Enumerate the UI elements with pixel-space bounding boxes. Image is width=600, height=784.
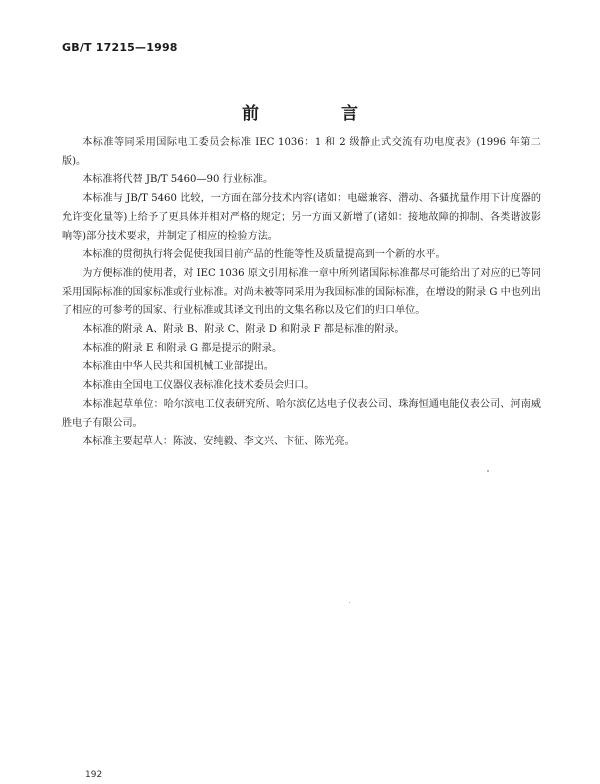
paragraph-adoption: 本标准等同采用国际电工委员会标准 IEC 1036：1 和 2 级静止式交流有功电度表》(1996 年第二版)。 <box>62 137 541 167</box>
scan-speck <box>487 470 489 472</box>
paragraph-implementation: 本标准的贯彻执行将会促使我国目前产品的性能等性及质量提高到一个新的水平。 <box>82 249 446 261</box>
paragraph-comparison: 本标准与 JB/T 5460 比较，一方面在部分技术内容(诸如：电磁兼容、潜动、各骚扰量作用下计度器的允许变化量等)上给予了更具体并相对严格的规定；另一方面又新增了(诸如：接地故障的抑制、各类谐波影响等)部分技术要求，并制定了相应的检验方法。 <box>62 193 541 242</box>
paragraph-technical-committee: 本标准由全国电工仪器仪表标准化技术委员会归口。 <box>82 380 315 392</box>
standard-code: GB/T 17215—1998 <box>62 41 178 54</box>
paragraph-proposed-by: 本标准由中华人民共和国机械工业部提出。 <box>82 361 274 373</box>
paragraph-references: 为方便标准的使用者，对 IEC 1036 原文引用标准一章中所列诸国际标准都尽可能给出了对应的已等同采用国际标准的国家标准或行业标准。对尚未被等同采用为我国标准的国际标准，在增设的附录 G 中也列出了相应的可参考的国家、行业标准或其译文刊出的文集名称以及它们的归口单位。 <box>62 267 541 317</box>
page-number: 192 <box>85 770 103 780</box>
paragraph-drafters: 本标准主要起草人：陈波、安纯毅、李文兴、卞征、陈光亮。 <box>82 436 355 448</box>
paragraph-replacement: 本标准将代替 JB/T 5460—90 行业标准。 <box>82 174 274 186</box>
page-title: 前 言 <box>242 104 396 124</box>
paragraph-informative-annexes: 本标准的附录 E 和附录 G 都是提示的附录。 <box>82 342 283 354</box>
paragraph-drafting-units: 本标准起草单位：哈尔滨电工仪表研究所、哈尔滨亿达电子仪表公司、珠海恒通电能仪表公司、河南威胜电子有限公司。 <box>62 398 541 429</box>
paragraph-normative-annexes: 本标准的附录 A、附录 B、附录 C、附录 D 和附录 F 都是标准的附录。 <box>82 324 405 336</box>
scan-speck <box>349 602 350 603</box>
foreword-body <box>62 134 541 452</box>
